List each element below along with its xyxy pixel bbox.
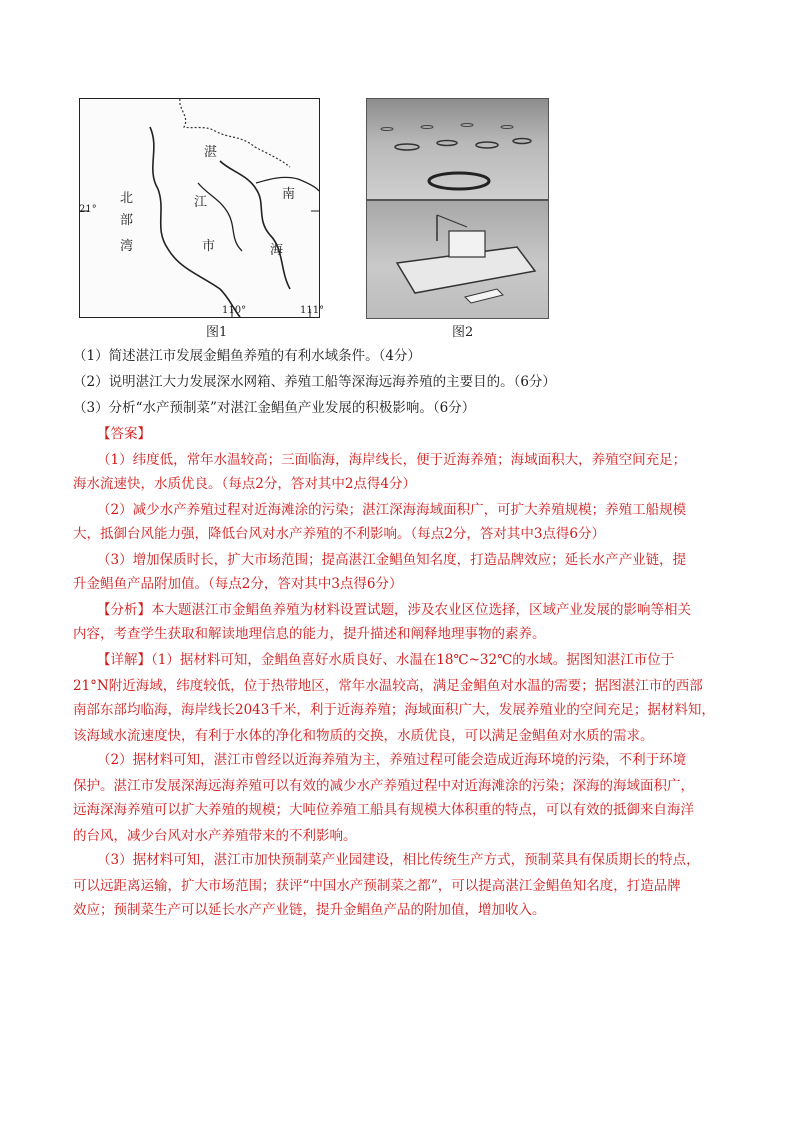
map-label-nan: 南 <box>282 187 296 202</box>
detail-line: （3）据材料可知，湛江市加快预制菜产业园建设，相比传统生产方式，预制菜具有保质期长的特点， <box>97 852 700 868</box>
figure1-caption: 图1 <box>206 325 228 340</box>
answer-line: （1）纬度低，常年水温较高；三面临海，海岸线长，便于近海养殖；海域面积大，养殖空间充足； <box>97 452 687 468</box>
map-label-wan: 湾 <box>120 239 134 254</box>
analysis-line: 内容，考查学生获取和解读地理信息的能力，提升描述和阐释地理事物的素养。 <box>73 626 546 642</box>
detail-line: 21°N附近海域，纬度较低，位于热带地区，常年水温较高，满足金鲳鱼对水温的需要；据图湛江市的西部 <box>73 678 703 694</box>
figure2-caption: 图2 <box>452 325 474 340</box>
sea-cage-illustration <box>367 99 548 199</box>
question-1: （1）简述湛江市发展金鲳鱼养殖的有利水域条件。（4分） <box>73 348 421 364</box>
detail-line: 远海深海养殖可以扩大养殖的规模；大吨位养殖工船具有规模大体积重的特点，可以有效的抵御来自海洋 <box>73 802 694 818</box>
latitude-label: 21° <box>79 204 97 215</box>
answer-line: 大，抵御台风能力强，降低台风对水产养殖的不利影响。（每点2分，答对其中3点得6分） <box>73 526 606 542</box>
analysis-text: 本大题湛江市金鲳鱼养殖为材料设置试题，涉及农业区位选择，区域产业发展的影响等相关 <box>151 602 691 618</box>
map-label-jiang: 江 <box>194 195 208 210</box>
aquaculture-ship-illustration <box>367 201 548 318</box>
detail-line: 可以远距离运输，扩大市场范围；获评“中国水产预制菜之都”，可以提高湛江金鲳鱼知名度，打造品牌 <box>73 878 681 894</box>
map-label-bu: 部 <box>120 213 134 228</box>
map-figure <box>79 98 320 318</box>
question-2: （2）说明湛江大力发展深水网箱、养殖工船等深海远海养殖的主要目的。（6分） <box>73 374 556 390</box>
map-label-bei: 北 <box>120 191 134 206</box>
answer-line: （2）减少水产养殖过程对近海滩涂的污染；湛江深海海域面积广，可扩大养殖规模；养殖工船规模 <box>97 502 687 518</box>
detail-text: （1）据材料可知，金鲳鱼喜好水质良好、水温在18℃~32℃的水域。据图知湛江市位于 <box>151 652 675 668</box>
question-3: （3）分析“水产预制菜”对湛江金鲳鱼产业发展的积极影响。（6分） <box>73 400 476 416</box>
answer-tag: 【答案】 <box>97 426 151 442</box>
map-label-shi: 市 <box>202 239 216 254</box>
map-label-zhan: 湛 <box>204 145 218 160</box>
analysis-tag: 【分析】 <box>97 602 151 618</box>
detail-line: 的台风，减少台风对水产养殖带来的不利影响。 <box>73 828 357 844</box>
analysis-line-1 <box>97 601 757 619</box>
detail-line: 该海域水流速度快，有利于水体的净化和物质的交换，水质优良，可以满足金鲳鱼对水质的需求。 <box>73 728 654 744</box>
map-label-hai: 海 <box>270 243 284 258</box>
answer-line: 升金鲳鱼产品附加值。（每点2分，答对其中3点得6分） <box>73 576 403 592</box>
answer-line: 海水流速快，水质优良。（每点2分，答对其中2点得4分） <box>73 476 417 492</box>
detail-line: 保护。湛江市发展深海远海养殖可以有效的减少水产养殖过程中对近海滩涂的污染；深海的海域面积广， <box>73 778 694 794</box>
longitude-label-110: 110° <box>222 305 247 316</box>
aquaculture-ship-photo <box>366 200 549 319</box>
detail-line: 南部东部均临海，海岸线长2043千米，利于近海养殖；海域面积广大，发展养殖业的空间充足；据材料知， <box>73 702 715 718</box>
sea-cage-photo <box>366 98 549 200</box>
detail-tag: 【详解】 <box>97 652 151 668</box>
detail-line-1 <box>97 651 757 669</box>
answer-line: （3）增加保质时长，扩大市场范围；提高湛江金鲳鱼知名度，打造品牌效应；延长水产产业链，提 <box>97 552 687 568</box>
detail-line: （2）据材料可知，湛江市曾经以近海养殖为主，养殖过程可能会造成近海环境的污染，不利于环境 <box>97 752 687 768</box>
longitude-label-111: 111° <box>300 305 325 316</box>
detail-line: 效应；预制菜生产可以延长水产产业链，提升金鲳鱼产品的附加值，增加收入。 <box>73 902 546 918</box>
